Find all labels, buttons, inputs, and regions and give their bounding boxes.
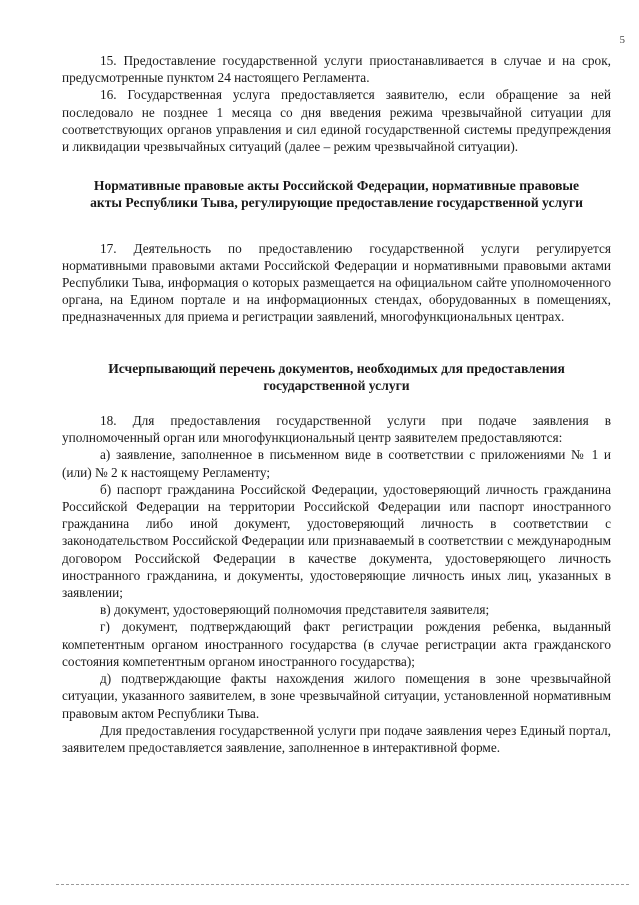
paragraph-16: 16. Государственная услуга предоставляется заявителю, если обращение за ней последовало не позднее 1 месяца со дня введения режима чрезвычайной ситуации для соответствующих органов управления и сил единой государственной системы предупреждения и ликвидации чрезвычайных ситуаций (далее – режим чрезвычайной ситуации). [62,87,611,155]
spacer [62,394,611,412]
paragraph-18: 18. Для предоставления государственной услуги при подаче заявления в уполномоченный орган или многофункциональный центр заявителем предоставляются: [62,413,611,446]
list-item-a: а) заявление, заполненное в письменном виде в соответствии с приложениями № 1 и (или) № 2 к настоящему Регламенту; [62,447,611,480]
spacer [62,212,611,240]
bottom-scan-line [56,884,629,885]
list-item-g: г) документ, подтверждающий факт регистрации рождения ребенка, выданный компетентным органом иностранного государства (в случае регистрации акта гражданского состояния компетентным органом иностранного государства); [62,619,611,669]
spacer [62,326,611,360]
list-item-v: в) документ, удостоверяющий полномочия представителя заявителя; [100,602,490,618]
section-heading-normative-acts: Нормативные правовые акты Российской Федерации, нормативные правовые акты Республики Тыва, регулирующие предоставление государственной услуги [90,178,583,211]
list-item-d: д) подтверждающие факты нахождения жилого помещения в зоне чрезвычайной ситуации, указанного заявителем, в зоне чрезвычайной ситуации, установленной нормативным правовым актом Республики Тыва. [62,671,611,721]
spacer [62,155,611,177]
document-body [62,52,611,756]
paragraph-15: 15. Предоставление государственной услуги приостанавливается в случае и на срок, предусмотренные пунктом 24 настоящего Регламента. [62,53,611,86]
list-item-b: б) паспорт гражданина Российской Федерации, удостоверяющий личность гражданина Российской Федерации на территории Российской Федерации или паспорт иностранного гражданина либо иной документ, удостоверяющий личность в соответствии с законодательством Российской Федерации или признаваемый в соответствии с международным договором Российской Федерации в качестве документа, удостоверяющего личность иностранного гражданина, и документы, удостоверяющие личность иных лиц, указанных в заявлении; [62,481,611,601]
paragraph-unified-portal: Для предоставления государственной услуги при подаче заявления через Единый портал, заявителем предоставляется заявление, заполненное в интерактивной форме. [62,722,611,755]
section-heading-documents-list: Исчерпывающий перечень документов, необходимых для предоставления государственной услуги [108,360,565,393]
page-number: 5 [619,34,625,46]
paragraph-17: 17. Деятельность по предоставлению государственной услуги регулируется нормативными правовыми актами Российской Федерации и нормативными правовыми актами Республики Тыва, информация о которых размещается на официальном сайте уполномоченного органа, на Едином портале и на информационных стендах, оборудованных в помещениях, предназначенных для приема и регистрации заявлений, многофункциональных центрах. [62,240,611,325]
